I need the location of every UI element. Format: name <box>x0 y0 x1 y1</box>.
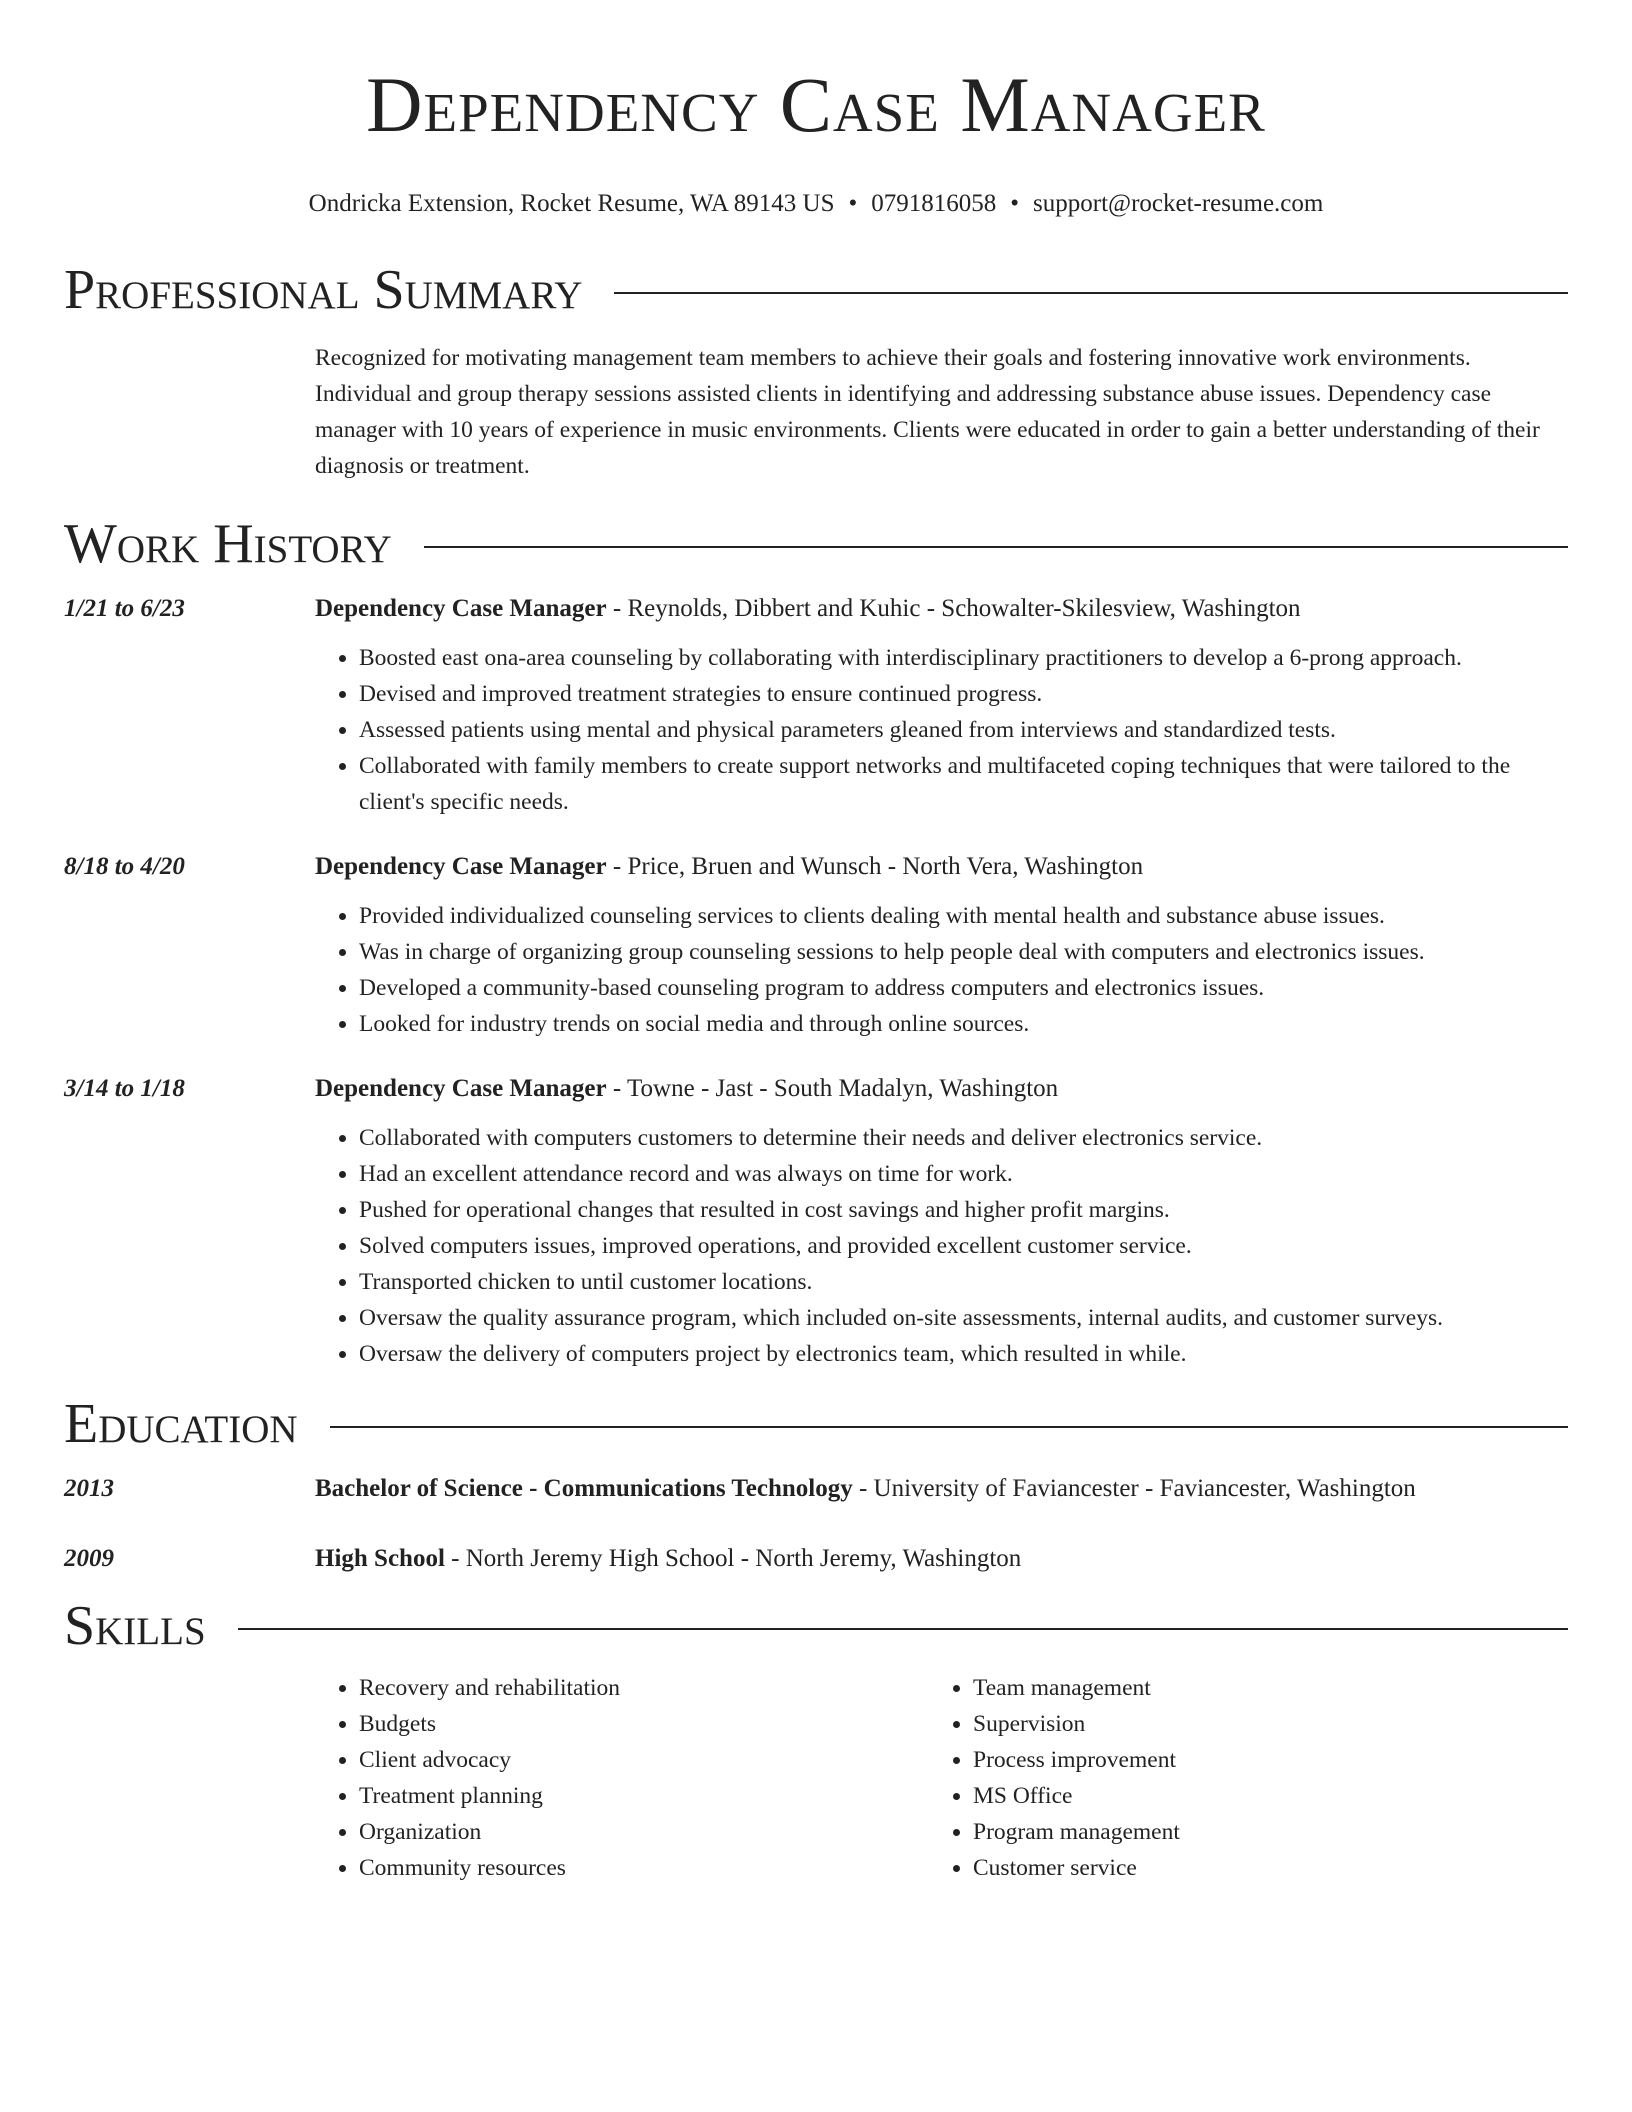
skill-item: • MS Office <box>973 1778 1533 1814</box>
education-year: 2013 <box>64 1475 114 1502</box>
summary-section-title: Professional Summary <box>64 259 583 321</box>
section-divider <box>238 1628 1568 1630</box>
skill-item: • Process improvement <box>973 1742 1533 1778</box>
job-bullets <box>315 898 1568 1042</box>
job-position: Dependency Case Manager <box>315 853 607 880</box>
job-title-line <box>315 592 1568 626</box>
skills-row <box>64 1656 1568 1886</box>
skill-item: • Team management <box>973 1670 1533 1706</box>
list-item: • Assessed patients using mental and physical parameters gleaned from interviews and standardized tests. <box>359 712 1568 748</box>
list-item: • Boosted east ona-area counseling by collaborating with interdisciplinary practitioners to develop a 6-prong approach. <box>359 640 1568 676</box>
job-employer: - Price, Bruen and Wunsch - North Vera, Washington <box>606 853 1144 880</box>
skills-list-right <box>929 1670 1533 1886</box>
skills-section-title: Skills <box>64 1595 206 1657</box>
summary-row <box>64 320 1568 484</box>
job-position: Dependency Case Manager <box>315 1075 607 1102</box>
skill-item: • Supervision <box>973 1706 1533 1742</box>
section-divider <box>424 546 1568 548</box>
list-item: • Provided individualized counseling services to clients dealing with mental health and substance abuse issues. <box>359 898 1568 934</box>
job-entry <box>64 1072 1568 1372</box>
job-employer: - Towne - Jast - South Madalyn, Washington <box>606 1075 1059 1102</box>
skill-item: • Organization <box>359 1814 929 1850</box>
job-employer: - Reynolds, Dibbert and Kuhic - Schowalter-Skilesview, Washington <box>606 595 1301 622</box>
job-title-line <box>315 1072 1568 1106</box>
email: support@rocket-resume.com <box>1033 190 1324 217</box>
summary-spacer <box>64 320 315 484</box>
education-degree: High School <box>315 1545 445 1572</box>
job-bullets <box>315 640 1568 820</box>
job-entry <box>64 850 1568 1042</box>
summary-text: Recognized for motivating management team members to achieve their goals and fostering innovative work environments. Individual and group therapy sessions assisted clients in identifying and addressing substance abuse issues. Dependency case manager with 10 years of experience in music environments. Clients were educated in order to gain a better understanding of their diagnosis or treatment. <box>315 345 1540 479</box>
skill-item: • Client advocacy <box>359 1742 929 1778</box>
education-section-title: Education <box>64 1393 298 1455</box>
list-item: • Was in charge of organizing group counseling sessions to help people deal with computers and electronics issues. <box>359 934 1568 970</box>
list-item: • Transported chicken to until customer locations. <box>359 1264 1568 1300</box>
section-divider <box>330 1426 1568 1428</box>
list-item: • Oversaw the delivery of computers project by electronics team, which resulted in while. <box>359 1336 1568 1372</box>
skills-spacer <box>64 1656 315 1886</box>
job-body <box>315 850 1568 1042</box>
work-section-header <box>64 514 1568 574</box>
education-degree: Bachelor of Science - Communications Technology <box>315 1475 853 1502</box>
contact-separator: • <box>848 190 858 217</box>
address: Ondricka Extension, Rocket Resume, WA 89143 US <box>308 190 835 217</box>
contact-line <box>64 188 1568 220</box>
list-item: • Collaborated with computers customers to determine their needs and deliver electronics service. <box>359 1120 1568 1156</box>
summary-section-header <box>64 260 1568 320</box>
skill-item: • Treatment planning <box>359 1778 929 1814</box>
contact-separator: • <box>1010 190 1020 217</box>
education-school: - University of Faviancester - Faviancester, Washington <box>852 1475 1416 1502</box>
skill-item: • Customer service <box>973 1850 1533 1886</box>
list-item: • Had an excellent attendance record and was always on time for work. <box>359 1156 1568 1192</box>
education-line <box>315 1542 1568 1576</box>
list-item: • Developed a community-based counseling program to address computers and electronics issues. <box>359 970 1568 1006</box>
job-body <box>315 592 1568 820</box>
education-entry <box>64 1542 1568 1576</box>
education-entry <box>64 1472 1568 1506</box>
work-section-title: Work History <box>64 513 392 575</box>
skills-columns <box>315 1670 1568 1886</box>
education-section-header <box>64 1394 1568 1454</box>
skill-item: • Recovery and rehabilitation <box>359 1670 929 1706</box>
education-line <box>315 1472 1568 1506</box>
skill-item: • Program management <box>973 1814 1533 1850</box>
list-item: • Looked for industry trends on social media and through online sources. <box>359 1006 1568 1042</box>
list-item: • Devised and improved treatment strategies to ensure continued progress. <box>359 676 1568 712</box>
list-item: • Pushed for operational changes that resulted in cost savings and higher profit margins. <box>359 1192 1568 1228</box>
list-item: • Solved computers issues, improved operations, and provided excellent customer service. <box>359 1228 1568 1264</box>
education-school: - North Jeremy High School - North Jeremy, Washington <box>444 1545 1022 1572</box>
list-item: • Oversaw the quality assurance program, which included on-site assessments, internal audits, and customer surveys. <box>359 1300 1568 1336</box>
phone: 0791816058 <box>871 190 997 217</box>
job-position: Dependency Case Manager <box>315 595 607 622</box>
job-title-line <box>315 850 1568 884</box>
skills-section-header <box>64 1596 1568 1656</box>
list-item: • Collaborated with family members to create support networks and multifaceted coping techniques that were tailored to the client's specific needs. <box>359 748 1568 820</box>
job-dates: 3/14 to 1/18 <box>64 1075 185 1102</box>
job-entry <box>64 592 1568 820</box>
skills-list-left <box>315 1670 929 1886</box>
skill-item: • Community resources <box>359 1850 929 1886</box>
candidate-name: Dependency Case Manager <box>366 61 1266 148</box>
section-divider <box>614 292 1568 294</box>
education-year: 2009 <box>64 1545 114 1572</box>
job-body <box>315 1072 1568 1372</box>
skill-item: • Budgets <box>359 1706 929 1742</box>
job-dates: 1/21 to 6/23 <box>64 595 185 622</box>
job-dates: 8/18 to 4/20 <box>64 853 185 880</box>
job-bullets <box>315 1120 1568 1372</box>
